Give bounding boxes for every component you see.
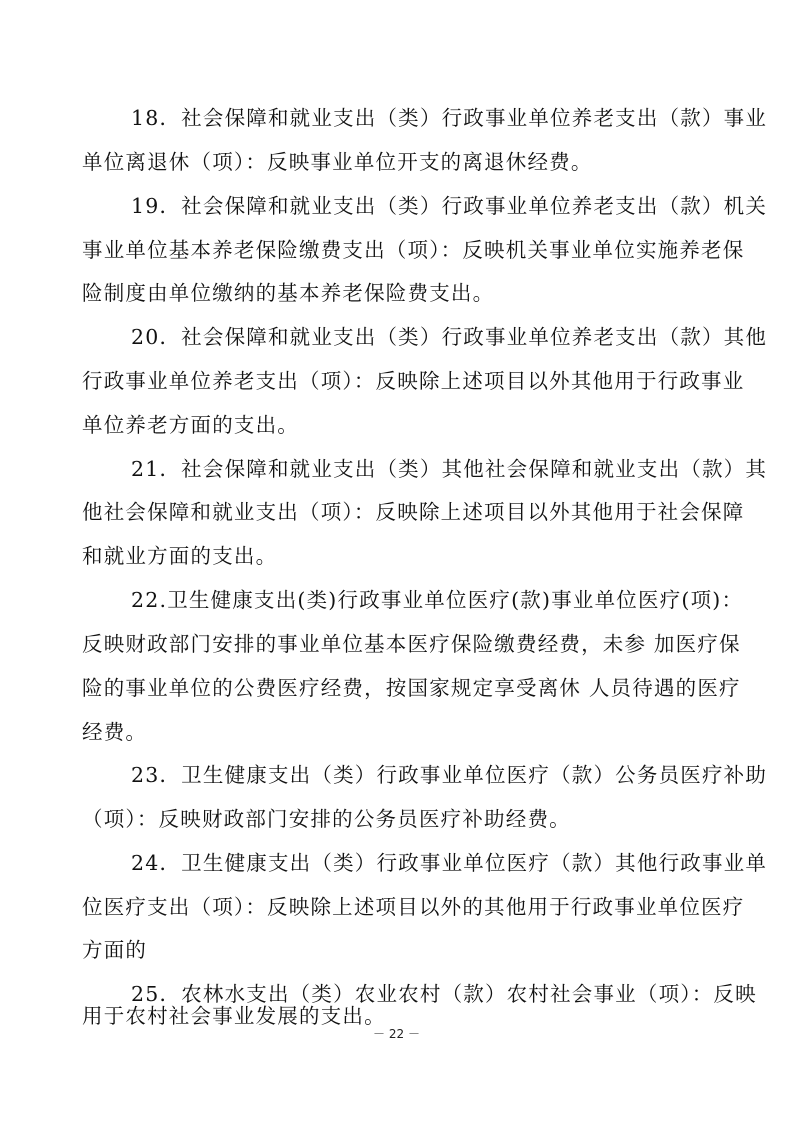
page-number: － 22 －	[373, 1027, 420, 1041]
text-line: 23．卫生健康支出（类）行政事业单位医疗（款）公务员医疗补助	[131, 763, 768, 787]
text-line: 方面的	[82, 938, 148, 962]
text-line: 22.卫生健康支出(类)行政事业单位医疗(款)事业单位医疗(项)：	[131, 588, 744, 612]
text-line: 经费。	[82, 720, 148, 744]
text-line: 险的事业单位的公费医疗经费，按国家规定享受离休 人员待遇的医疗	[82, 676, 741, 700]
text-line: 行政事业单位养老支出（项）：反映除上述项目以外其他用于行政事业	[82, 369, 745, 393]
text-line: 事业单位基本养老保险缴费支出（项）：反映机关事业单位实施养老保	[82, 238, 745, 262]
text-line: 24．卫生健康支出（类）行政事业单位医疗（款）其他行政事业单	[131, 851, 768, 875]
text-line: 他社会保障和就业支出（项）：反映除上述项目以外其他用于社会保障	[82, 500, 745, 524]
text-line: 反映财政部门安排的事业单位基本医疗保险缴费经费，未参 加医疗保	[82, 632, 741, 656]
text-line: 单位离退休（项）：反映事业单位开支的离退休经费。	[82, 150, 593, 174]
text-line: 单位养老方面的支出。	[82, 413, 299, 437]
text-line: 用于农村社会事业发展的支出。	[82, 1004, 386, 1028]
text-line: 25．农林水支出（类）农业农村（款）农村社会事业（项）：反映	[131, 982, 757, 1006]
text-line: 21．社会保障和就业支出（类）其他社会保障和就业支出（款）其	[131, 457, 768, 481]
text-line: 位医疗支出（项）：反映除上述项目以外的其他用于行政事业单位医疗	[82, 895, 745, 919]
text-line: 18．社会保障和就业支出（类）行政事业单位养老支出（款）事业	[131, 106, 768, 130]
text-line: 19．社会保障和就业支出（类）行政事业单位养老支出（款）机关	[131, 194, 768, 218]
text-line: 20．社会保障和就业支出（类）行政事业单位养老支出（款）其他	[131, 325, 768, 349]
text-line: （项）：反映财政部门安排的公务员医疗补助经费。	[82, 807, 571, 831]
text-line: 和就业方面的支出。	[82, 544, 278, 568]
text-line: 险制度由单位缴纳的基本养老保险费支出。	[82, 281, 495, 305]
